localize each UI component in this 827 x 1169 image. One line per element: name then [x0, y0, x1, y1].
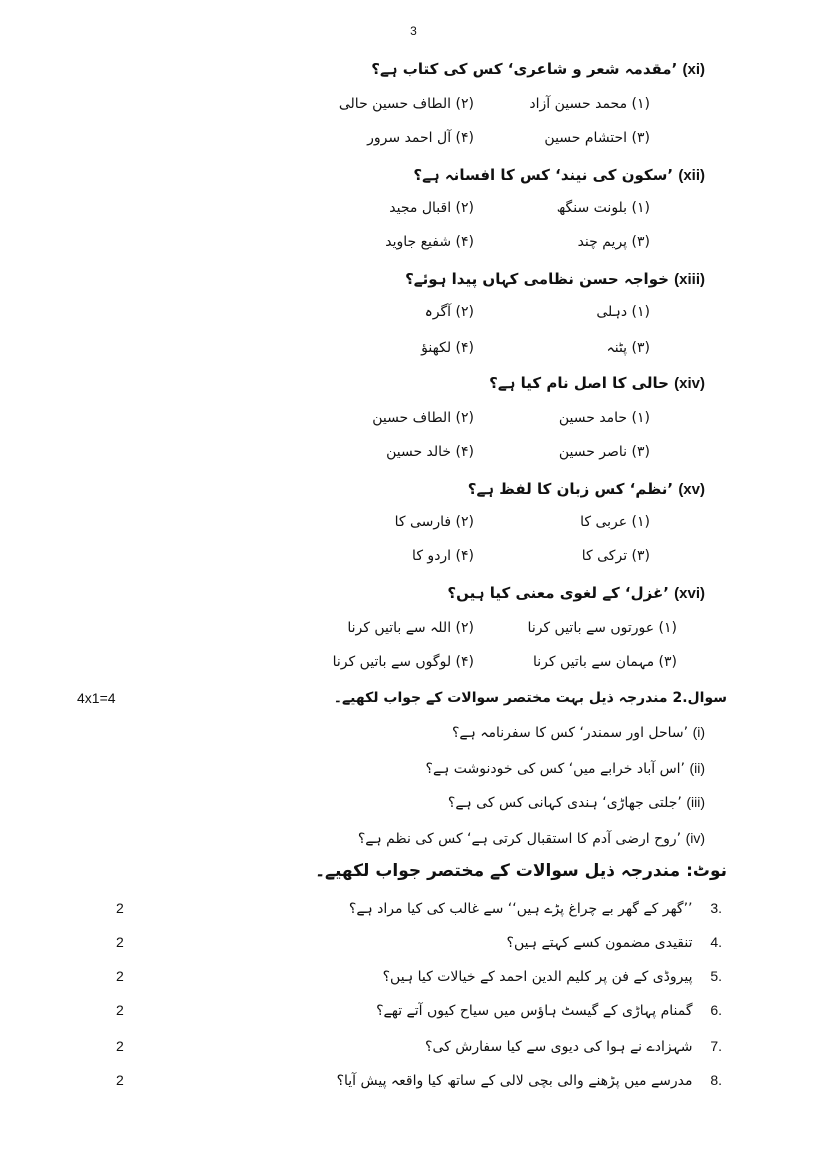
question-3 — [349, 900, 722, 917]
question-3-marks: 2 — [116, 900, 124, 916]
question-text: تنقیدی مضمون کسے کہتے ہیں؟ — [506, 935, 693, 951]
question-7 — [425, 1038, 722, 1055]
item-number: (i) — [692, 724, 705, 740]
option-4: (۴) لکھنؤ — [421, 340, 474, 356]
question-6 — [376, 1002, 722, 1019]
question-number: (xiv) — [674, 375, 705, 392]
option-1: (۱) دہلی — [596, 304, 650, 320]
question-xiii — [405, 270, 705, 288]
option-1: (۱) عورتوں سے باتیں کرنا — [527, 620, 677, 636]
question-text: ’نظم‘ کس زبان کا لفظ ہے؟ — [467, 480, 674, 498]
question-number: (xi) — [682, 61, 705, 78]
question-6-marks: 2 — [116, 1002, 124, 1018]
question-2-heading: سوال.2 مندرجہ ذیل بہت مختصر سوالات کے جواب لکھیے۔ — [333, 690, 727, 706]
option-1: (۱) عربی کا — [580, 514, 650, 530]
item-text: ’روح ارضی آدم کا استقبال کرتی ہے‘ کس کی نظم ہے؟ — [357, 831, 682, 847]
question-text: حالی کا اصل نام کیا ہے؟ — [489, 374, 669, 392]
question-text: شہزادے نے ہوا کی دیوی سے کیا سفارش کی؟ — [425, 1039, 693, 1055]
option-3: (۳) ناصر حسین — [558, 444, 650, 460]
option-2: (۲) اقبال مجید — [389, 200, 474, 216]
option-3: (۳) پریم چند — [577, 234, 650, 250]
question-number: 5. — [710, 968, 722, 984]
question-text: پیروڈی کے فن پر کلیم الدین احمد کے خیالات کیا ہیں؟ — [382, 969, 693, 985]
question-text: گمنام پہاڑی کے گیسٹ ہاؤس میں سیاح کیوں آتے تھے؟ — [376, 1003, 693, 1019]
question-text: ’مقدمہ شعر و شاعری‘ کس کی کتاب ہے؟ — [371, 60, 678, 78]
question-number: (xvi) — [674, 585, 705, 602]
question-xv — [468, 480, 705, 498]
question-5-marks: 2 — [116, 968, 124, 984]
option-1: (۱) حامد حسین — [558, 410, 650, 426]
question-xvi — [447, 584, 705, 602]
option-2: (۲) الطاف حسین — [372, 410, 474, 426]
option-4: (۴) آل احمد سرور — [367, 130, 474, 146]
option-2: (۲) فارسی کا — [394, 514, 474, 530]
question-text: ’’گھر کے گھر بے چراغ پڑے ہیں‘‘ سے غالب کی کیا مراد ہے؟ — [348, 901, 693, 917]
option-4: (۴) خالد حسین — [386, 444, 474, 460]
item-number: (ii) — [689, 760, 705, 776]
question-text: مدرسے میں پڑھنے والی بچی لالی کے ساتھ کیا واقعہ پیش آیا؟ — [336, 1073, 693, 1089]
note-heading: نوٹ: مندرجہ ذیل سوالات کے مختصر جواب لکھیے۔ — [315, 861, 727, 881]
question-number: 4. — [710, 934, 722, 950]
option-4: (۴) اردو کا — [412, 548, 474, 564]
question-number: 6. — [710, 1002, 722, 1018]
question-4-marks: 2 — [116, 934, 124, 950]
short-question-ii — [426, 760, 705, 777]
question-xii — [413, 166, 705, 184]
question-4 — [507, 934, 722, 951]
question-xiv — [489, 374, 705, 392]
question-5 — [383, 968, 722, 985]
question-number: 3. — [710, 900, 722, 916]
question-number: 7. — [710, 1038, 722, 1054]
short-question-iv — [358, 830, 705, 847]
option-2: (۲) اللہ سے باتیں کرنا — [347, 620, 474, 636]
question-text: ’سکون کی نیند‘ کس کا افسانہ ہے؟ — [413, 166, 674, 184]
question-8-marks: 2 — [116, 1072, 124, 1088]
question-number: (xiii) — [674, 271, 705, 288]
option-1: (۱) محمد حسین آزاد — [529, 96, 650, 112]
option-3: (۳) ترکی کا — [581, 548, 650, 564]
option-2: (۲) آگرہ — [424, 304, 474, 320]
item-text: ’اس آباد خرابے میں‘ کس کی خودنوشت ہے؟ — [425, 761, 685, 777]
short-question-i — [452, 724, 705, 741]
question-xi — [371, 60, 705, 78]
item-number: (iv) — [685, 830, 705, 846]
question-text: ’غزل‘ کے لغوی معنی کیا ہیں؟ — [447, 584, 669, 602]
item-text: ’ساحل اور سمندر‘ کس کا سفرنامہ ہے؟ — [452, 725, 689, 741]
item-text: ’جلتی جھاڑی‘ ہندی کہانی کس کی ہے؟ — [447, 795, 682, 811]
question-8 — [337, 1072, 722, 1089]
question-number: 8. — [710, 1072, 722, 1088]
option-3: (۳) احتشام حسین — [544, 130, 650, 146]
question-number: (xii) — [678, 167, 705, 184]
short-question-iii — [448, 794, 705, 811]
question-7-marks: 2 — [116, 1038, 124, 1054]
option-4: (۴) لوگوں سے باتیں کرنا — [332, 654, 474, 670]
option-3: (۳) پٹنہ — [606, 340, 650, 356]
question-text: خواجہ حسن نظامی کہاں پیدا ہوئے؟ — [405, 270, 669, 288]
question-2-marks: 4x1=4 — [77, 690, 116, 706]
question-number: (xv) — [678, 481, 705, 498]
option-2: (۲) الطاف حسین حالی — [338, 96, 474, 112]
option-3: (۳) مہمان سے باتیں کرنا — [532, 654, 677, 670]
page-number: 3 — [410, 24, 417, 38]
option-4: (۴) شفیع جاوید — [385, 234, 474, 250]
option-1: (۱) بلونت سنگھ — [556, 200, 650, 216]
item-number: (iii) — [686, 794, 705, 810]
